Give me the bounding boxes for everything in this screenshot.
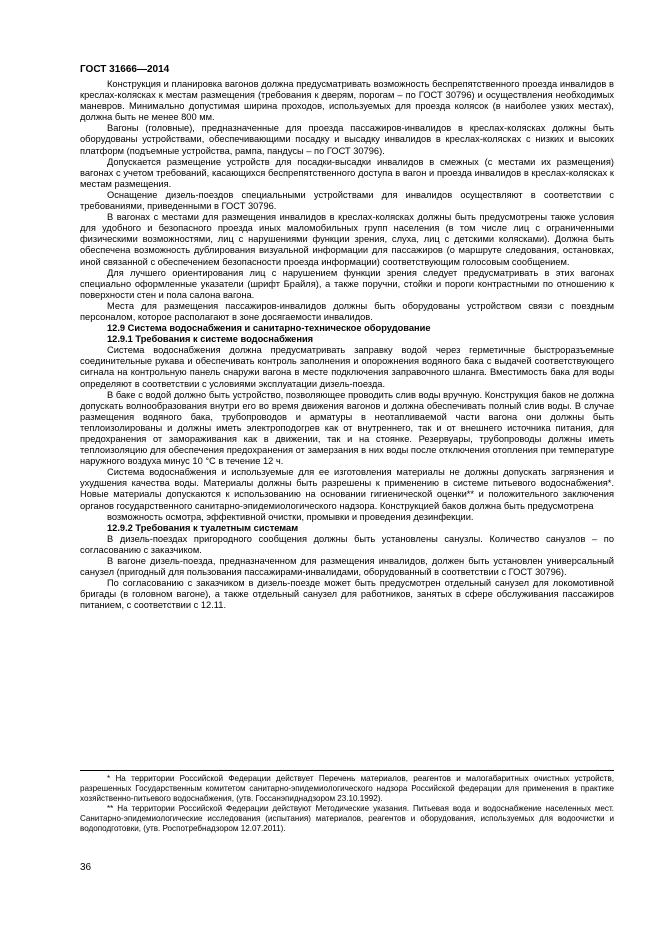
paragraph: В вагоне дизель-поезда, предназначенном для размещения инвалидов, должен быть установлен универсальный санузел (пригодный для пользования пассажирами-инвалидами, оборудованный в соответствии с ГОСТ 30796). bbox=[80, 556, 614, 578]
paragraph-continuation: возможность осмотра, эффективной очистки, промывки и проведения дезинфекции. bbox=[107, 511, 474, 522]
document-body bbox=[80, 79, 614, 612]
section-heading: 12.9 Система водоснабжения и санитарно-техническое оборудование bbox=[107, 323, 431, 334]
footnote: * На территории Российской Федерации действует Перечень материалов, реагентов и малогабаритных очистных устройств, разрешенных Государственным комитетом санитарно-эпидемиологического надзора Российской федерации для применения в практике хозяйственно-питьевого водоснабжения, (утв. Госсанэпиднадзором 23.10.1992). bbox=[80, 774, 614, 803]
paragraph: Система водоснабжения должна предусматривать заправку водой через герметичные быстроразъемные соединительные рукава и обеспечивать контроль заполнения и опорожнения водяного бака с выдачей соответствующего сигнала на контрольную панель снаружи вагона в месте подключения заправочного шланга. Вместимость бака для воды определяют в соответствии с условиями эксплуатации дизель-поезда. bbox=[80, 345, 614, 389]
paragraph: Оснащение дизель-поездов специальными устройствами для инвалидов осуществляют в соответствии с требованиями, приведенными в ГОСТ 30796. bbox=[80, 189, 614, 212]
paragraph: В вагонах с местами для размещения инвалидов в креслах-колясках должны быть предусмотрены также условия для удобного и безопасного проезда иных маломобильных групп населения (в том числе лиц с ограниченными физическими возможностями, лиц с нарушениями функции зрения, слуха, лиц с детскими колясками). Должна быть обеспечена возможность дублирования визуальной информации для пассажиров (о маршруте следования, остановках, иной связанной с обеспечением безопасности проезда информации) соответствующим голосовым сообщением. bbox=[80, 212, 614, 267]
paragraph: Для лучшего ориентирования лиц с нарушением функции зрения следует предусматривать в этих вагонах специально оформленные указатели (шрифт Брайля), а также поручни, стойки и пороги контрастными по отношению к поверхности стен и пола салона вагона. bbox=[80, 267, 614, 300]
subsection-heading: 12.9.1 Требования к системе водоснабжения bbox=[107, 334, 314, 345]
paragraph: В дизель-поездах пригородного сообщения должны быть установлены санузлы. Количество санузлов – по согласованию с заказчиком. bbox=[80, 533, 614, 555]
paragraph: Допускается размещение устройств для посадки-высадки инвалидов в смежных (с местами их размещения) вагонах с учетом требований, касающихся беспрепятственного доступа в вагон и проезда инвалидов в креслах-колясках к местам размещения. bbox=[80, 156, 614, 189]
page-number: 36 bbox=[80, 862, 92, 873]
document-header: ГОСТ 31666—2014 bbox=[80, 64, 170, 75]
paragraph: Конструкция и планировка вагонов должна предусматривать возможность беспрепятственного проезда инвалидов в креслах-колясках к местам размещения (требования к дверям, порогам – по ГОСТ 30796) и осуществления необходимых маневров. Минимально допустимая ширина проходов, используемых для проезда колясок (в наиболее узких местах), должна быть не менее 800 мм. bbox=[80, 79, 614, 123]
paragraph: Места для размещения пассажиров-инвалидов должны быть оборудованы устройством связи с поездным персоналом, которое располагают в зоне досягаемости инвалидов. bbox=[80, 300, 614, 322]
paragraph: В баке с водой должно быть устройство, позволяющее проводить слив воды вручную. Конструкция баков не должна допускать волнообразования внутри его во время движения вагонов и должна обеспечивать полный слив воды. В случае размещения водяного бака, трубопроводов и арматуры в неотапливаемой части вагона они должны быть теплоизолированы и должны иметь электроподогрев как от внутреннего, так и от внешнего источника питания, для предохранения от замораживания как в движении, так и на стоянке. Резервуары, трубопроводы должны иметь теплоизоляцию для обеспечения предохранения от замерзания в них воды после отключения отопления при температуре наружного воздуха минус 10 °С в течение 12 ч. bbox=[80, 389, 614, 467]
paragraph: Система водоснабжения и используемые для ее изготовления материалы не должны допускать загрязнения и ухудшения качества воды. Материалы должны быть разрешены к применению в системе питьевого водоснабжения*. Новые материалы допускаются к использованию на основании гигиенической оценки** и положительного заключения органов государственного санитарно-эпидемиологического надзора. Конструкцией баков должна быть предусмотрена bbox=[80, 467, 614, 511]
paragraph: По согласованию с заказчиком в дизель-поезде может быть предусмотрен отдельный санузел для локомотивной бригады (в головном вагоне), а также отдельный санузел для работников, занятых в сфере обслуживания пассажиров питанием, с соответствии с 12.11. bbox=[80, 578, 614, 611]
paragraph: Вагоны (головные), предназначенные для проезда пассажиров-инвалидов в креслах-колясках должны быть оборудованы устройствами, обеспечивающими посадку и высадку инвалидов в креслах-колясках с низких и высоких платформ (подъемные устройства, рампа, пандусы – по ГОСТ 30796). bbox=[80, 123, 614, 156]
footnotes bbox=[80, 774, 614, 833]
footnote-divider bbox=[80, 770, 614, 771]
footnote: ** На территории Российской Федерации действуют Методические указания. Питьевая вода и водоснабжение населенных мест. Санитарно-эпидемиологические исследования (испытания) материалов, реагентов и оборудования, используемых для водоочистки и водоподготовки, (утв. Роспотребнадзором 12.07.2011). bbox=[80, 803, 614, 833]
subsection-heading: 12.9.2 Требования к туалетным системам bbox=[107, 522, 299, 533]
